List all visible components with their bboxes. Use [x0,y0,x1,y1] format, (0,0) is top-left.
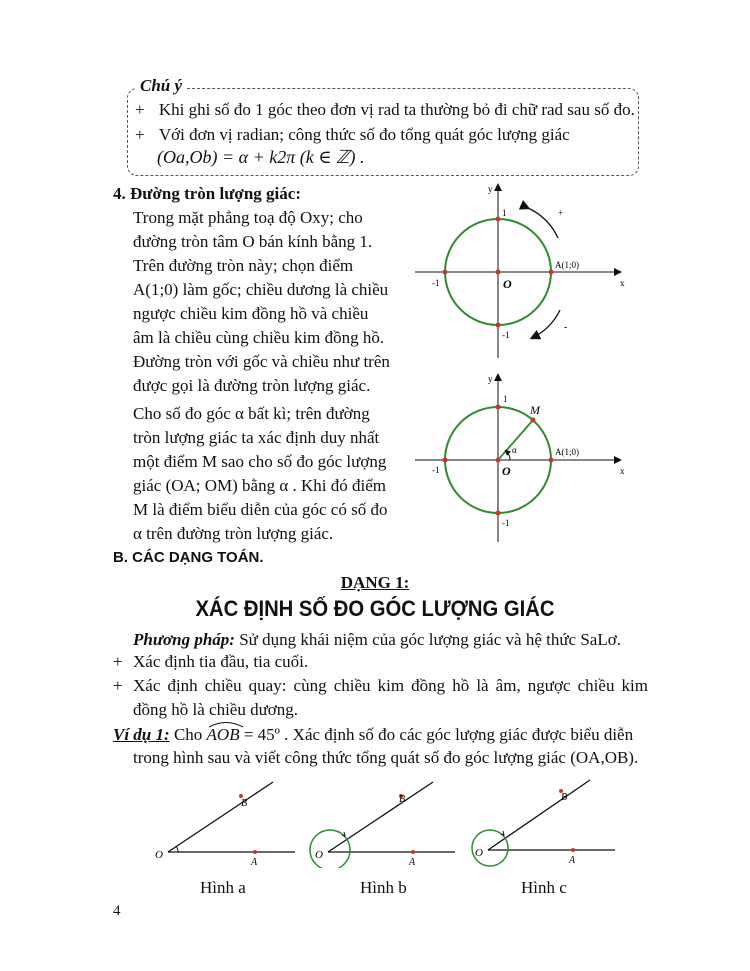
text-line: âm là chiều cùng chiều kim đồng hồ. [133,328,385,347]
note-title: Chú ý [135,76,187,96]
dang-label: DẠNG 1: [340,573,410,592]
minus-one-y-label: -1 [502,518,510,528]
angle-arc [176,846,178,852]
one-label: 1 [502,208,507,218]
a-label: A(1;0) [555,260,579,270]
text-line: đồng hồ là chiều dương. [133,700,299,719]
example-text-2: = 45º . Xác định số đo các góc lượng giác được biểu diễn [239,725,634,744]
ray-ob [168,782,273,852]
example-label: Ví dụ 1: [113,725,170,744]
method-label: Phương pháp: [133,630,235,649]
plus-bullet-icon: + [113,652,123,671]
text-line: Cho số đo góc α bất kì; trên đường [133,404,370,423]
point-minus-one-y [496,323,501,328]
example-text-1: Cho [169,725,207,744]
plus-bullet-icon: + [135,100,145,119]
minus-one-y-label: -1 [502,330,510,340]
point-one-y [496,217,501,222]
section4-heading: 4. Đường tròn lượng giác: [113,184,301,203]
ray-ob [488,780,590,850]
section4-para1 [133,206,397,398]
angle-aob-text: AOB [206,725,240,744]
point-a [571,848,575,852]
point-a [549,270,554,275]
label-a: A [251,857,258,868]
minus-one-x-label: -1 [432,465,440,475]
note-formula: (Oa,Ob) = α + k2π (k ∈ ℤ) . [157,147,365,167]
note-item-2-text: Với đơn vị radian; công thức số đo tổng quát góc lượng giác [158,125,570,144]
angle-alpha-arc [506,451,510,460]
text-line: M là điểm biểu diễn của góc có số đo [133,500,388,519]
page-number: 4 [113,903,121,919]
section-b-heading: B. CÁC DẠNG TOÁN. [113,549,264,566]
caption-c: Hình c [521,878,567,897]
ray-ob [328,782,433,852]
point-a [411,850,415,854]
caption-b: Hình b [360,878,407,897]
point-a [253,850,257,854]
point-minus-one-y [496,511,501,516]
label-a: A [569,855,576,866]
method-text: Sử dụng khái niệm của góc lượng giác và hệ thức SaLơ. [234,630,621,649]
label-b: B [561,792,568,803]
method-bullet-1-text: Xác định tia đầu, tia cuối. [133,652,309,671]
minus-label: - [564,322,568,333]
rotation-arrow-icon [501,831,504,835]
text-line: giác (OA; OM) bằng α . Khi đó điểm [133,476,386,495]
note-item-1-text: Khi ghi số đo 1 góc theo đơn vị rad ta thường bỏ đi chữ rad sau số đo. [158,100,635,119]
label-b: B [399,794,406,805]
point-one-y [496,405,501,410]
a-label: A(1;0) [555,447,579,457]
point-minus-one-x [443,270,448,275]
label-o: O [475,847,483,859]
m-label: M [530,403,540,417]
angle-aob [207,723,240,747]
section4-para2 [133,402,403,546]
point-origin [496,458,501,463]
negative-direction-arrow [532,310,560,338]
alpha-label: α [512,445,517,455]
x-label: x [620,278,625,288]
text-line: một điểm M sao cho số đo góc lượng [133,452,387,471]
note-item-2 [135,123,570,147]
text-line: Xác định chiều quay: cùng chiều kim đồng hồ là âm, ngược chiều kim [133,676,648,695]
point-m [531,418,536,423]
figure-a [145,778,305,868]
label-o: O [155,849,163,861]
figure-c [465,778,625,868]
example-line-1 [113,723,633,747]
example-line-2: trong hình sau và viết công thức tổng quát số đo góc lượng giác (OA,OB). [133,748,639,767]
plus-label: + [558,208,564,218]
minus-one-x-label: -1 [432,278,440,288]
figure-b [305,778,465,868]
plus-bullet-icon: + [135,125,145,144]
text-line: đường tròn tâm O bán kính bằng 1. [133,232,373,251]
plus-bullet-icon: + [113,676,123,695]
text-line: ngược chiều kim đồng hồ và chiều [133,304,369,323]
point-m-figure [410,370,640,545]
text-line: tròn lượng giác ta xác định duy nhất [133,428,380,447]
unit-circle-figure [410,180,640,365]
label-o: O [315,849,323,861]
label-a: A [409,857,416,868]
method-bullet-2 [113,674,648,719]
text-line: α trên đường tròn lượng giác. [133,524,334,543]
y-label: y [488,374,493,384]
label-b: B [241,798,248,809]
x-label: x [620,466,625,476]
caption-a: Hình a [200,878,246,897]
method-bullet-1 [113,650,309,674]
origin-label: O [502,464,511,478]
method-bullet-2-text [133,674,648,722]
point-minus-one-x [443,458,448,463]
text-line: Trong mặt phẳng toạ độ Oxy; cho [133,208,363,227]
positive-direction-arrow [528,208,558,238]
text-line: A(1;0) làm gốc; chiều dương là chiều [133,280,389,299]
origin-label: O [503,277,512,291]
dang-title: XÁC ĐỊNH SỐ ĐO GÓC LƯỢNG GIÁC [195,596,555,621]
arc-hat-icon [207,720,245,728]
method-line [133,628,621,652]
text-line: Đường tròn với gốc và chiều như trên [133,352,390,371]
text-line: Trên đường tròn này; chọn điểm [133,256,354,275]
y-label: y [488,184,493,194]
text-line: được gọi là đường tròn lượng giác. [133,376,371,395]
point-a [549,458,554,463]
point-origin [496,270,501,275]
one-label: 1 [503,394,508,404]
note-item-1 [135,98,635,122]
